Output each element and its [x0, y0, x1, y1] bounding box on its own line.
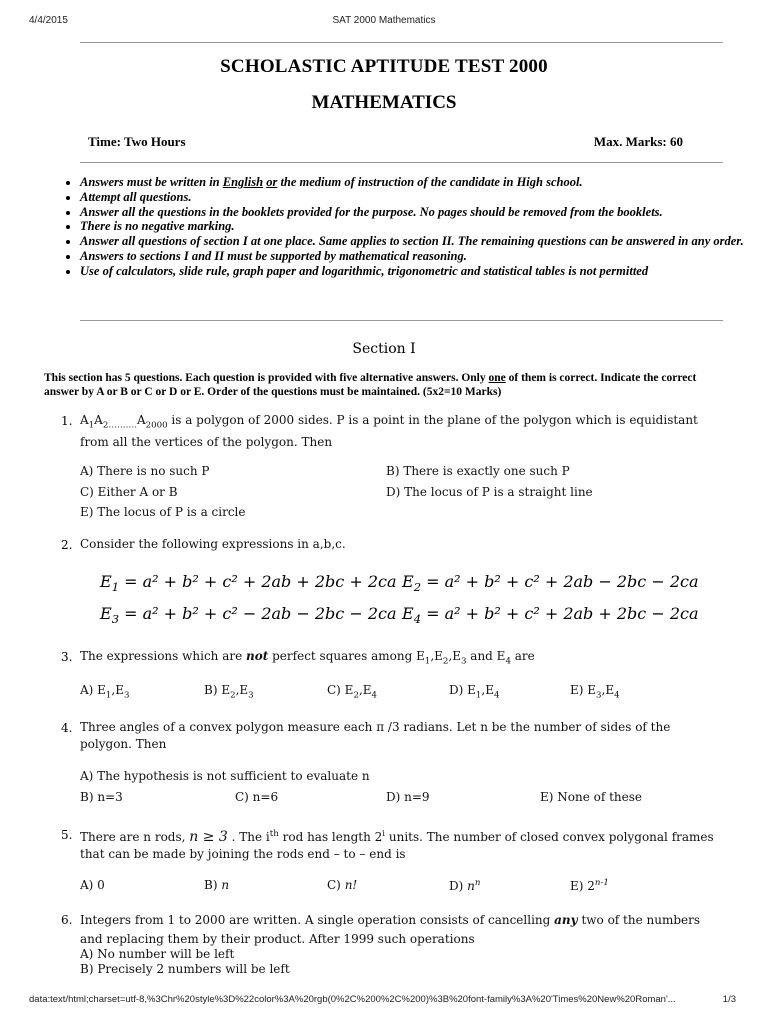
instruction-item: • There is no negative marking. [80, 219, 750, 234]
q6-option-b: B) Precisely 2 numbers will be left [80, 962, 290, 976]
q3-option-c: C) $E_2,E_4$ [327, 683, 378, 701]
q5-option-c: C) n! [327, 878, 358, 892]
q4-option-e: E) None of these [540, 790, 643, 804]
question-number: 4. [61, 721, 73, 735]
max-marks-label: Max. Marks: 60 [593, 134, 683, 149]
print-page-title: SAT 2000 Mathematics [332, 15, 436, 26]
instruction-item: • Use of calculators, slide rule, graph paper and logarithmic, trigonometric and statistical tables is not permitted [80, 264, 750, 279]
expression-e1: $E_1 = a^2 + b^2 + c^2 + 2ab + 2bc + 2ca$ [100, 572, 397, 595]
instruction-item: • Answers must be written in English or the medium of instruction of the candidate in High school. [80, 175, 750, 190]
question-number: 2. [61, 538, 73, 552]
q5-option-a: A) 0 [80, 878, 105, 892]
expression-e2: $E_2 = a^2 + b^2 + c^2 + 2ab - 2bc - 2ca$ [402, 572, 699, 595]
q3-option-d: D) $E_1,E_4$ [449, 683, 500, 701]
q4-option-c: C) n=6 [235, 790, 279, 804]
q3-option-a: A) $E_1,E_3$ [80, 683, 130, 701]
question-6-text: Integers from 1 to 2000 are written. A single operation consists of cancelling any two of the numbers and replacing them by their product. After 1999 such operations [80, 913, 701, 946]
q5-option-d: D) $n^n$ [449, 878, 481, 893]
question-5-text: There are n rods, n ≥ 3 . The $i^{th}$ rod has length 2$^i$ units. The number of closed convex polygonal frames that can be made by joining the rods end – to – end is [80, 829, 714, 861]
document-title: SCHOLASTIC APTITUDE TEST 2000 [220, 56, 548, 77]
print-url: data:text/html;charset=utf-8,%3Chr%20style%3D%22color%3A%20rgb(0%2C%200%2C%200)%3B%20font-family%3A%20'Times%20New%20Roman'... [29, 994, 676, 1005]
instruction-item: • Answer all the questions in the booklets provided for the purpose. No pages should be removed from the booklets. [80, 205, 750, 220]
q1-option-a: A) There is no such P [80, 464, 210, 478]
q1-option-c: C) Either A or B [80, 485, 178, 499]
expression-e4: $E_4 = a^2 + b^2 + c^2 + 2ab + 2bc - 2ca$ [402, 604, 699, 627]
section-description: This section has 5 questions. Each question is provided with five alternative answers. Only one of them is correct. Indicate the correct answer by A or B or C or D or E. Order of the questions must be maintained. (5x2=10 Marks) [44, 372, 697, 398]
instructions-rule [80, 320, 723, 321]
q1-option-d: D) The locus of P is a straight line [386, 485, 593, 499]
question-4-text: Three angles of a convex polygon measure each π /3 radians. Let n be the number of sides of the polygon. Then [80, 720, 671, 751]
q4-option-d: D) n=9 [386, 790, 430, 804]
q5-option-e: E) 2$^{n-1}$ [570, 878, 609, 893]
q3-option-b: B) $E_2,E_3$ [204, 683, 254, 701]
q4-option-b: B) n=3 [80, 790, 123, 804]
instructions-list [58, 175, 750, 279]
question-number: 5. [61, 828, 73, 842]
instruction-item: • Answer all questions of section I at one place. Same applies to section II. The remaining questions can be answered in any order. [80, 234, 750, 249]
question-3-text: The expressions which are not perfect squares among $E_1,E_2,E_3$ and $E_4$ are [80, 649, 535, 667]
question-number: 6. [61, 913, 73, 927]
question-number: 3. [61, 650, 73, 664]
top-rule [80, 42, 723, 43]
section-heading: Section I [352, 341, 416, 357]
q6-option-a: A) No number will be left [80, 947, 235, 961]
print-page-number: 1/3 [722, 994, 736, 1005]
q1-option-b: B) There is exactly one such P [386, 464, 570, 478]
q5-option-b: B) n [204, 878, 230, 892]
question-number: 1. [61, 414, 73, 428]
time-label: Time: Two Hours [88, 134, 186, 149]
q4-option-a: A) The hypothesis is not sufficient to evaluate n [80, 769, 370, 783]
q3-option-e: E) $E_3,E_4$ [570, 683, 620, 701]
instruction-item: • Answers to sections I and II must be supported by mathematical reasoning. [80, 249, 750, 264]
document-subject: MATHEMATICS [311, 92, 457, 113]
title-rule [80, 162, 723, 163]
q1-option-e: E) The locus of P is a circle [80, 505, 246, 519]
question-2-text: Consider the following expressions in a,b,c. [80, 537, 346, 551]
instruction-item: • Attempt all questions. [80, 190, 750, 205]
print-date: 4/4/2015 [29, 15, 68, 26]
question-1-text: $A_1A_{2\dots\dots\dots.}A_{2000}$ is a polygon of 2000 sides. P is a point in the plane of the polygon which is equidistant from all the vertices of the polygon. Then [80, 413, 698, 450]
expression-e3: $E_3 = a^2 + b^2 + c^2 - 2ab - 2bc - 2ca$ [100, 604, 397, 627]
